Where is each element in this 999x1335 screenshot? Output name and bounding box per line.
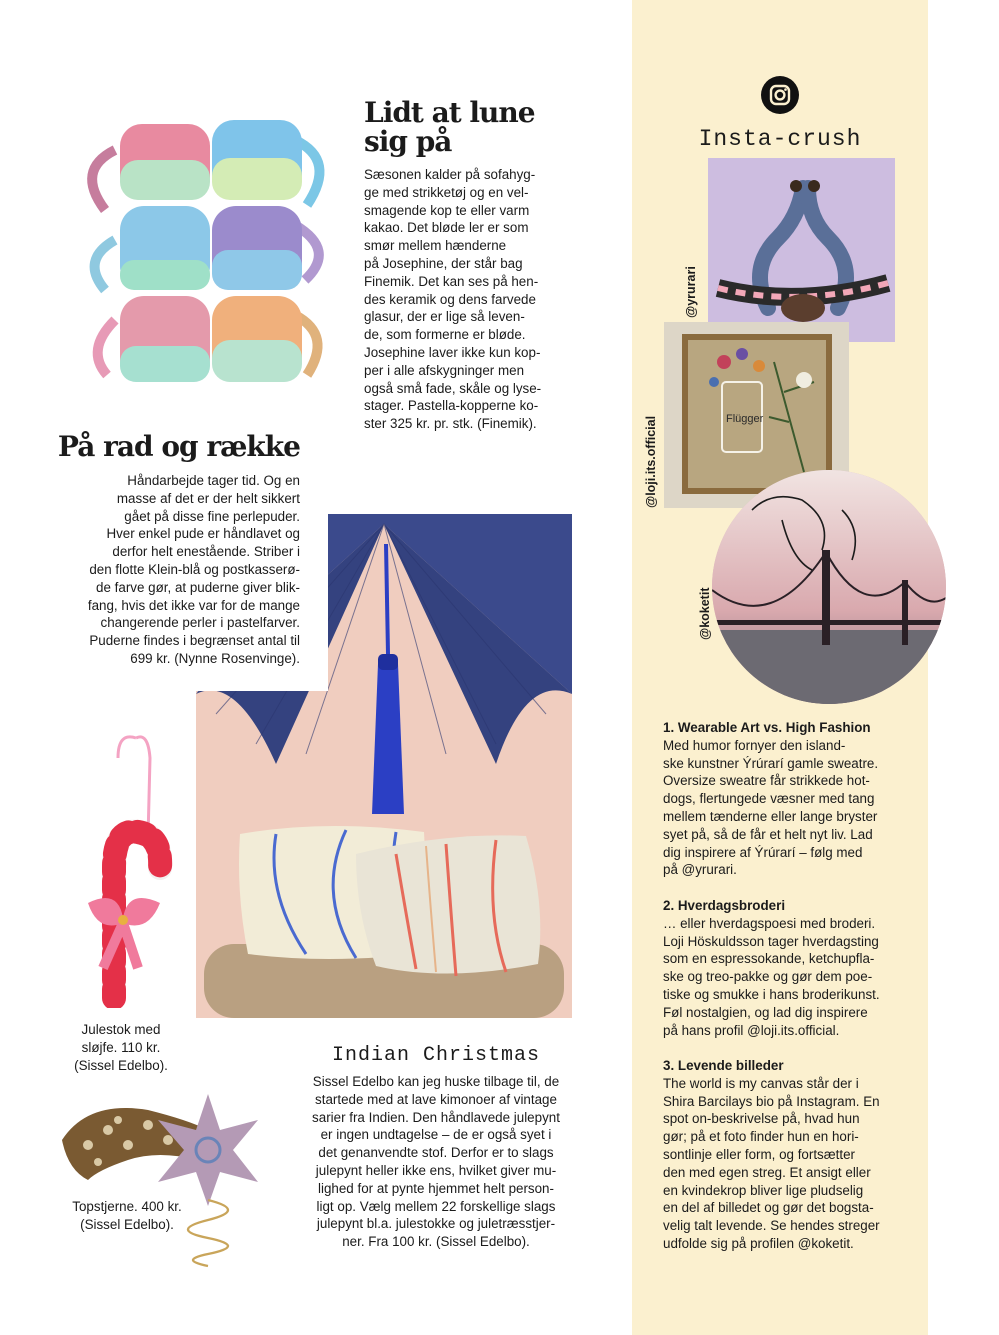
text-line: spot on-beskrivelse på, hvad hun [663, 1111, 860, 1127]
text-line: de, som formerne er bløde. [364, 327, 526, 343]
mugs-heading [364, 98, 535, 157]
text-line: en del af billedet og gør det bogsta- [663, 1200, 874, 1216]
insta-item-2 [663, 897, 913, 1039]
text-line: Shira Barcilays bio på Instagram. En [663, 1093, 880, 1109]
embroidery-label: Flügger [726, 413, 764, 425]
handle-loji[interactable]: @loji.its.official [644, 415, 658, 508]
text-line: sarier fra Indien. Den håndlavede julepynt [312, 1109, 560, 1125]
insta-item-1 [663, 719, 913, 879]
insta-crush-title: Insta-crush [698, 126, 862, 152]
text-line: Håndarbejde tager tid. Og en [127, 473, 300, 488]
text-line: en kvindekrop bliver lige pludselig [663, 1182, 864, 1198]
text-line: 699 kr. (Nynne Rosenvinge). [130, 650, 300, 666]
text-line: des keramik og dens farvede [364, 291, 536, 307]
text-line: ner. Fra 100 kr. (Sissel Edelbo). [342, 1234, 530, 1250]
text-line: Føl nostalgien, og lad dig inspirere [663, 1004, 868, 1020]
text-line: er ingen undtagelse – de er også syet i [320, 1127, 552, 1143]
text-line: stager. Pastella-kopperne ko- [364, 398, 539, 414]
text-line: velig talt levende. Se hendes streger [663, 1218, 880, 1234]
mugs-photo [75, 110, 340, 395]
star-caption [62, 1198, 192, 1234]
yrurari-photo [708, 158, 895, 342]
text-line: på Josephine, der står bag [364, 255, 523, 271]
text-line: det genanvendte stof. Derfor er to slags [318, 1145, 554, 1161]
insta-item-2-title: 2. Hverdagsbroderi [663, 898, 786, 913]
heading-line: sig på [364, 125, 452, 159]
text-line: The world is my canvas står der i [663, 1075, 859, 1091]
text-line: Sissel Edelbo kan jeg huske tilbage til, de [312, 1074, 560, 1089]
pillows-body [50, 472, 300, 668]
text-line: … eller hverdagspoesi med broderi. [663, 915, 876, 931]
text-line: fang, hvis det ikke var for de mange [87, 597, 300, 613]
text-line: Hver enkel pude er håndlavet og [106, 526, 300, 542]
text-line: kakao. Det bløde ler er som [364, 220, 529, 236]
heading-line: Lidt at lune [364, 96, 535, 129]
text-line: Puderne findes i begrænset antal til [89, 633, 300, 649]
indian-christmas-body [296, 1073, 576, 1251]
text-line: derfor helt enestående. Striber i [112, 544, 300, 560]
text-line: de farve gør, at puderne giver blik- [96, 579, 300, 595]
candy-cane-photo [78, 728, 178, 1008]
text-line: ske og treo-pakke og gør dem poe- [663, 969, 873, 985]
text-line: changerende perler i pastelfarver. [100, 615, 300, 631]
indian-christmas-heading: Indian Christmas [331, 1044, 541, 1067]
caption-line: (Sissel Edelbo). [74, 1057, 168, 1073]
text-line: på @yrurari. [663, 862, 737, 878]
text-line: Finemik. Det kan ses på hen- [364, 273, 539, 289]
caption-line: Topstjerne. 400 kr. [72, 1199, 182, 1214]
text-line: ster 325 kr. pr. stk. (Finemik). [364, 416, 537, 432]
text-line: smør mellem hænderne [364, 238, 507, 254]
text-line: ge med strikketøj og en vel- [364, 184, 529, 200]
mugs-body [364, 166, 564, 433]
text-line: startede med at lave kimonoer af vintage [315, 1091, 557, 1107]
text-line: mellem tænderne eller lange bryster [663, 808, 878, 824]
handle-yrurari[interactable]: @yrurari [684, 266, 698, 318]
text-line: lighed for at pynte hjemmet helt person- [318, 1180, 554, 1196]
text-line: julepynt heller ikke ens, hvilket giver mu- [315, 1162, 557, 1178]
text-line: julepynt bl.a. julestokke og juletræsstjer- [316, 1216, 556, 1232]
text-line: syet på, så de får et helt nyt liv. Lad [663, 826, 873, 842]
handle-koketit[interactable]: @koketit [698, 587, 712, 640]
text-line: Josephine laver ikke kun kop- [364, 344, 541, 360]
text-line: gør; på et foto finder hun en hori- [663, 1129, 859, 1145]
text-line: den med egen streg. Et ansigt eller [663, 1164, 871, 1180]
text-line: Med humor fornyer den island- [663, 737, 846, 753]
text-line: masse af det er der helt sikkert [116, 490, 300, 506]
star-topper-photo [58, 1090, 278, 1270]
koketit-photo [712, 470, 946, 704]
candy-cane-caption [68, 1021, 174, 1074]
text-line: dig inspirere af Ýrúrarí – følg med [663, 844, 863, 860]
caption-line: Julestok med [81, 1022, 161, 1037]
text-line: også små fade, skåle og lyse- [364, 380, 542, 396]
text-line: Sæsonen kalder på sofahyg- [364, 167, 536, 182]
text-line: ske kunstner Ýrúrarí gamle sweatre. [663, 755, 879, 771]
text-line: den flotte Klein-blå og postkasserø- [89, 561, 300, 577]
text-line: dogs, flertungede væsner med tang [663, 791, 875, 807]
insta-item-3-title: 3. Levende billeder [663, 1058, 784, 1073]
text-line: som en espressokande, ketchupfla- [663, 951, 875, 967]
text-line: Loji Höskuldsson tager hverdagsting [663, 933, 879, 949]
text-line: per i alle afskygninger men [364, 362, 525, 378]
insta-item-3 [663, 1057, 913, 1253]
text-line: glasur, der er lige så leven- [364, 309, 525, 325]
text-line: udfolde sig på profilen @koketit. [663, 1235, 854, 1251]
text-line: smagende kop te eller varm [364, 202, 530, 218]
text-line: sontlinje eller form, og fortsætter [663, 1146, 856, 1162]
text-line: tiske og smukke i hans broderikunst. [663, 986, 880, 1002]
text-line: gået på disse fine perlepuder. [124, 508, 300, 524]
instagram-icon [761, 76, 799, 114]
pillows-heading: På rad og række [57, 430, 300, 463]
text-line: på hans profil @loji.its.official. [663, 1022, 840, 1038]
insta-item-1-title: 1. Wearable Art vs. High Fashion [663, 720, 871, 735]
caption-line: (Sissel Edelbo). [80, 1216, 174, 1232]
text-line: ligt op. Vælg mellem 22 forskellige slags [316, 1198, 556, 1214]
text-line: Oversize sweatre får strikkede hot- [663, 773, 870, 789]
caption-line: sløjfe. 110 kr. [81, 1039, 161, 1055]
